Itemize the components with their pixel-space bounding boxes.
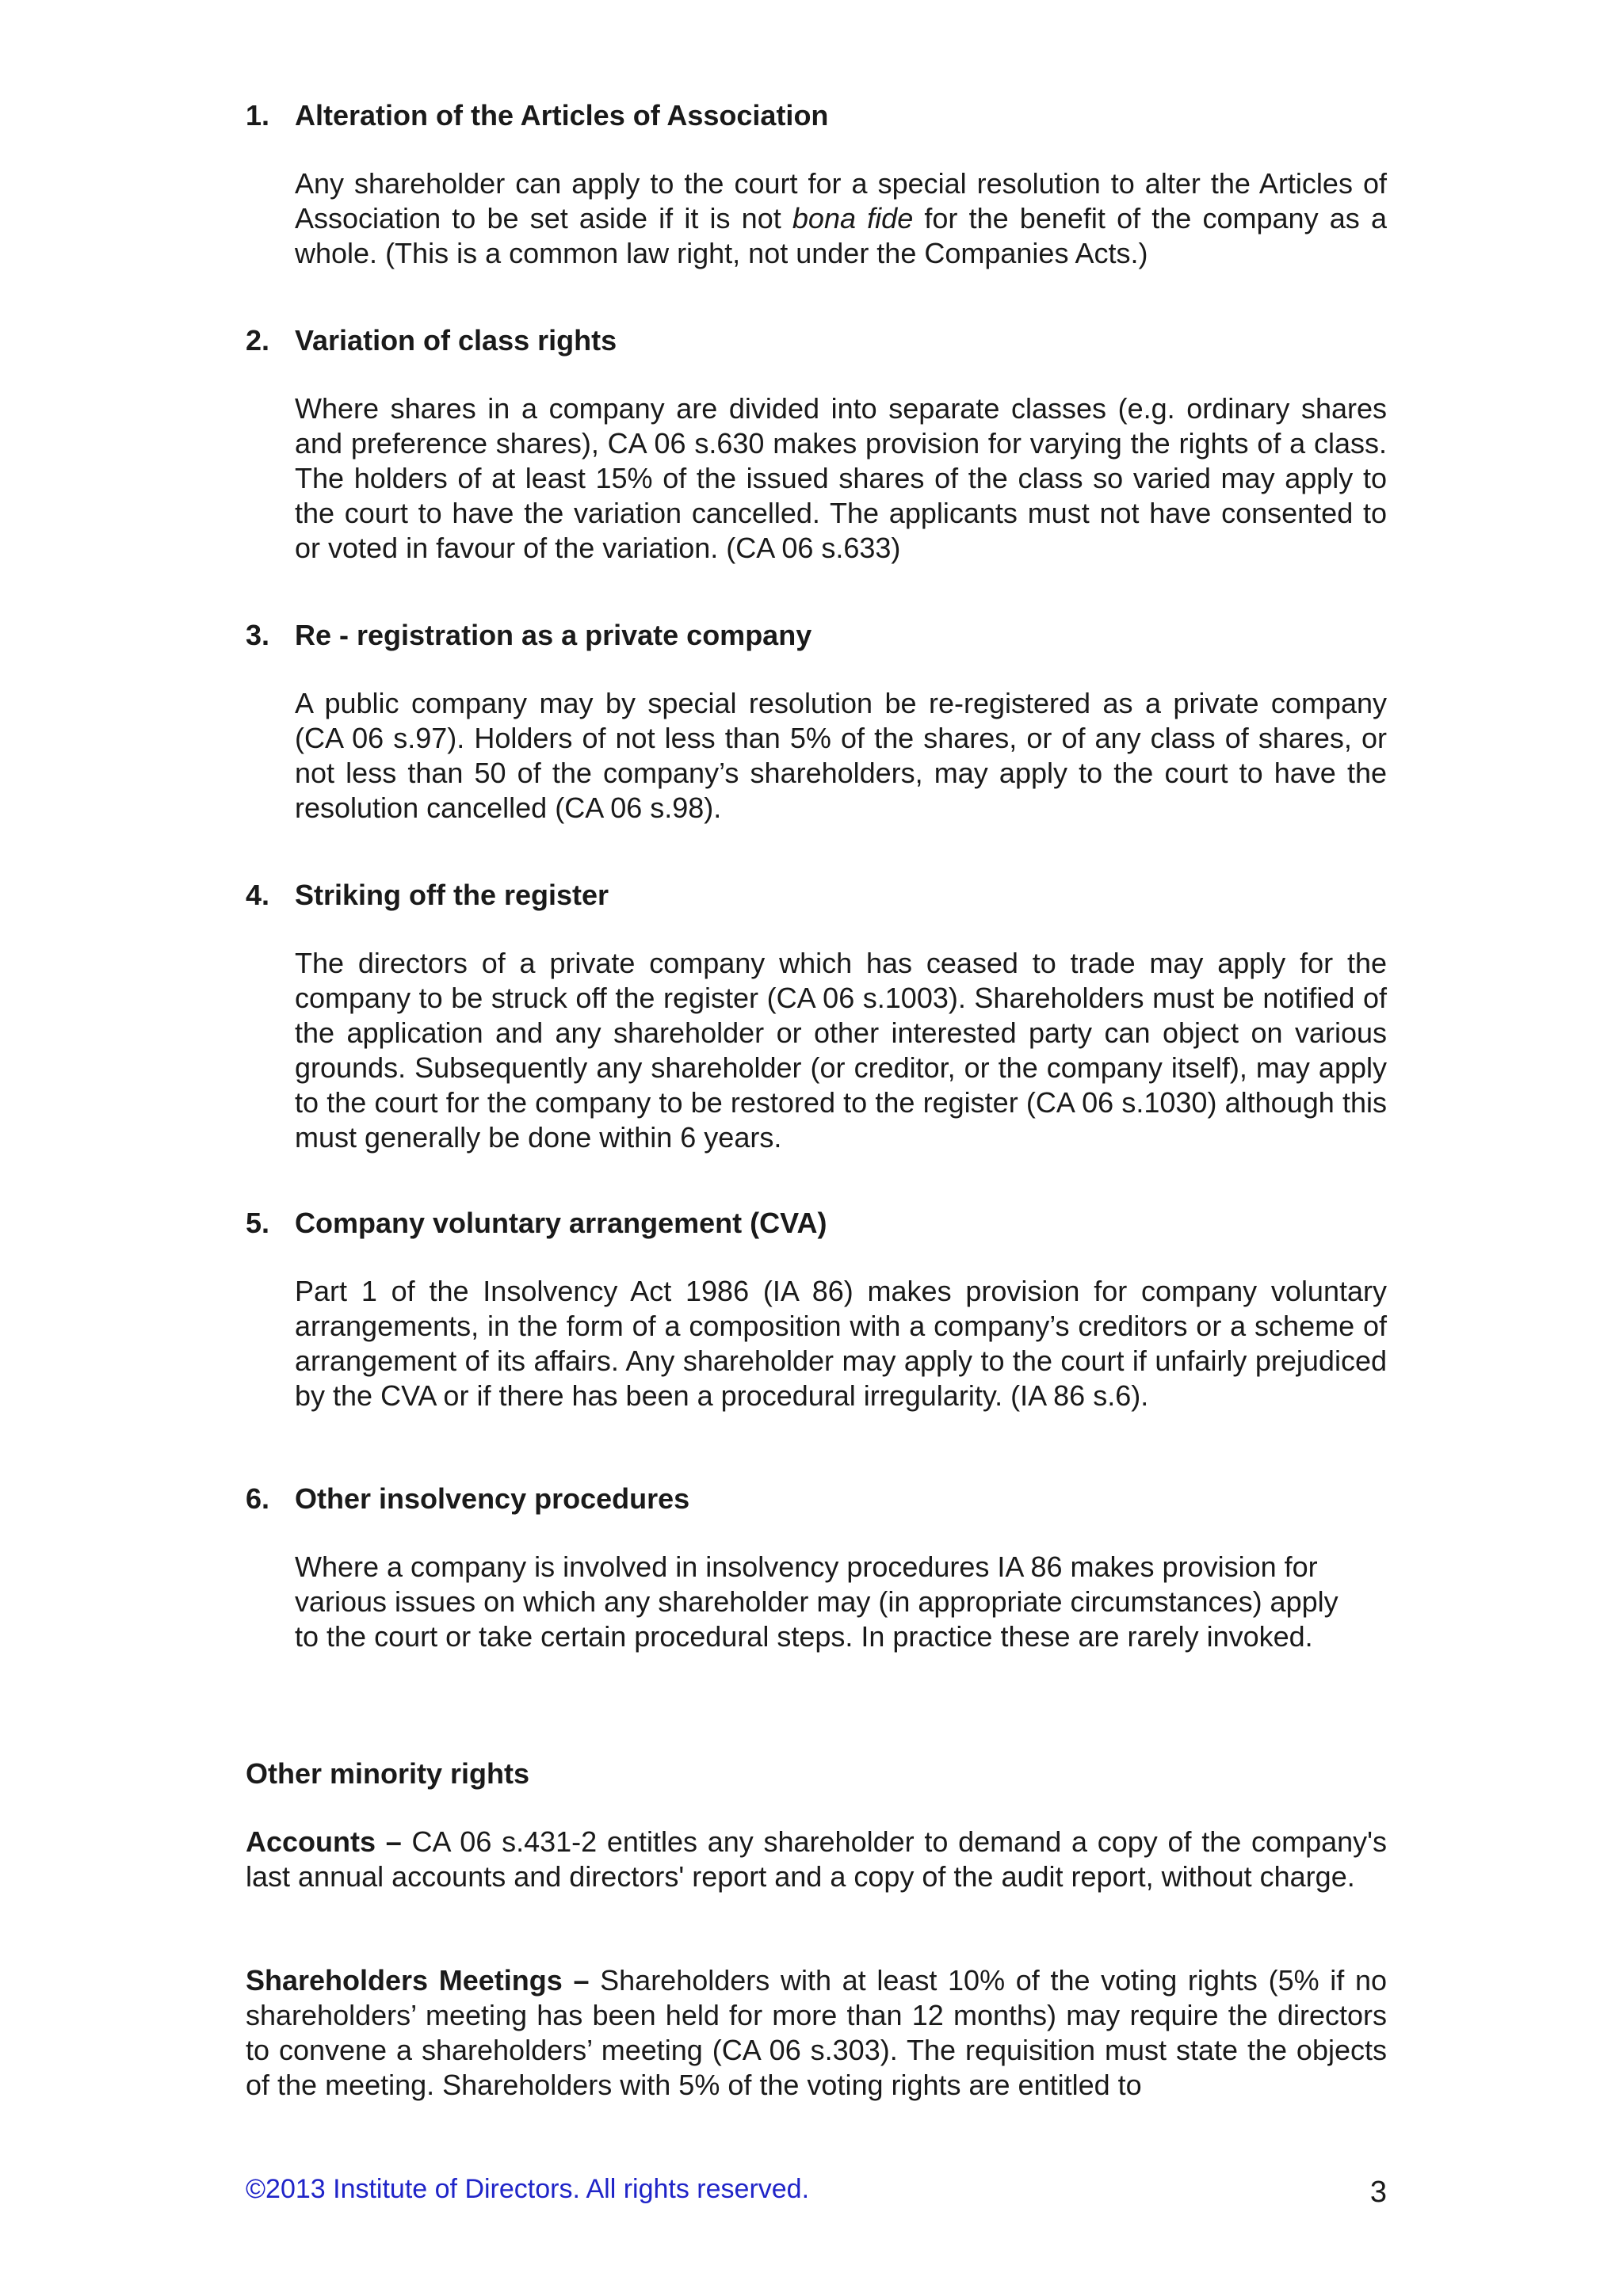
section-body: A public company may by special resolution be re-registered as a private company (CA 06 s.97). Holders of not less than 5% of the shares, or of any class of shares, or not less than 50 of the company’s shareholders, may apply to the court to have the resolution cancelled (CA 06 s.98). — [295, 687, 1387, 824]
accounts-paragraph — [246, 1825, 1387, 1894]
section-3 — [246, 618, 1387, 826]
section-heading — [246, 1206, 1387, 1241]
section-number: 3. — [246, 619, 270, 651]
section-number: 2. — [246, 324, 270, 357]
section-body: The directors of a private company which has ceased to trade may apply for the company to be struck off the register (CA 06 s.1003). Shareholders must be notified of the application and any shareholder or other interested party can object on various grounds. Subsequently any shareholder (or creditor, or the company itself), may apply to the court for the company to be restored to the register (CA 06 s.1030) although this must generally be done within 6 years. — [295, 947, 1387, 1154]
section-number: 4. — [246, 879, 270, 911]
section-body — [295, 166, 1387, 271]
section-title: Other insolvency procedures — [295, 1482, 690, 1515]
body-italic-text: bona fide — [792, 202, 914, 235]
section-5 — [246, 1206, 1387, 1413]
section-body: Part 1 of the Insolvency Act 1986 (IA 86) makes provision for company voluntary arrangements, in the form of a composition with a company’s creditors or a scheme of arrangement of its affairs. Any shareholder may apply to the court if unfairly prejudiced by the CVA or if there has been a procedural irregularity. (IA 86 s.6). — [295, 1275, 1387, 1412]
body-text: for the benefit of the company as a whole. (This is a common law right, not under the Companies Acts.) — [295, 202, 1387, 269]
section-number: 6. — [246, 1482, 270, 1515]
accounts-text: CA 06 s.431-2 entitles any shareholder to demand a copy of the company's last annual accounts and directors' report and a copy of the audit report, without charge. — [246, 1825, 1388, 1893]
meetings-text: Shareholders with at least 10% of the voting rights (5% if no shareholders’ meeting has been held for more than 12 months) may require the directors to convene a shareholders’ meeting (CA 06 s.303). The requisition must state the objects of the meeting. Shareholders with 5% of the voting rights are entitled to — [246, 1964, 1387, 2101]
accounts-label: Accounts – — [246, 1825, 402, 1858]
minority-rights-heading: Other minority rights — [246, 1757, 530, 1790]
section-number: 1. — [246, 99, 270, 132]
section-2 — [246, 323, 1387, 566]
section-heading — [246, 323, 1387, 358]
section-1 — [246, 98, 1387, 271]
section-4 — [246, 878, 1387, 1155]
section-number: 5. — [246, 1207, 270, 1239]
section-title: Re - registration as a private company — [295, 619, 812, 651]
section-body: Where a company is involved in insolvency procedures IA 86 makes provision for various issues on which any shareholder may (in appropriate circumstances) apply to the court or take certain procedural steps. In practice these are rarely invoked. — [295, 1550, 1338, 1653]
page-number: 3 — [1369, 2176, 1387, 2209]
section-body: Where shares in a company are divided into separate classes (e.g. ordinary shares and preference shares), CA 06 s.630 makes provision for varying the rights of a class. The holders of at least 15% of the issued shares of the class so varied may apply to the court to have the variation cancelled. The applicants must not have consented to or voted in favour of the variation. (CA 06 s.633) — [295, 392, 1387, 564]
section-title: Variation of class rights — [295, 324, 617, 357]
footer-copyright: ©2013 Institute of Directors. All rights reserved. — [246, 2174, 810, 2204]
meetings-label: Shareholders Meetings – — [246, 1964, 590, 1997]
section-6 — [246, 1482, 1387, 1654]
section-heading — [246, 98, 1387, 133]
section-title: Company voluntary arrangement (CVA) — [295, 1207, 827, 1239]
section-heading — [246, 878, 1387, 913]
section-heading — [246, 618, 1387, 653]
section-title: Alteration of the Articles of Association — [295, 99, 829, 132]
section-heading — [246, 1482, 1387, 1516]
section-title: Striking off the register — [295, 879, 609, 911]
body-text: Any shareholder can apply to the court for a special resolution to alter the Articles of Association to be set aside if it is not — [295, 167, 1387, 235]
meetings-paragraph — [246, 1963, 1387, 2103]
